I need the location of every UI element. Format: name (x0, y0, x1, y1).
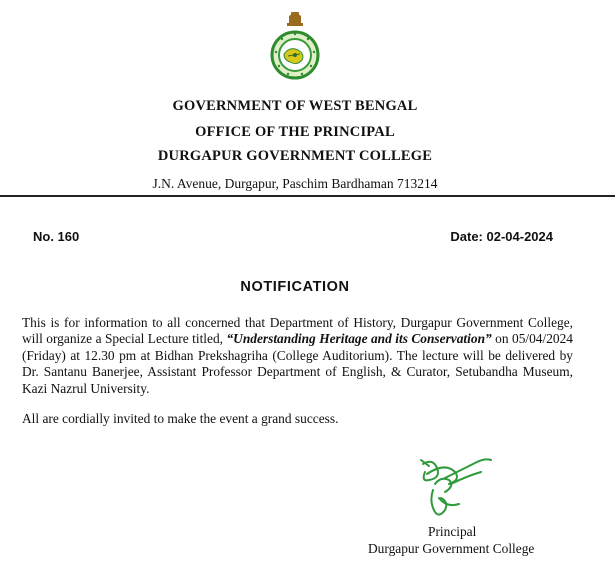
notification-title: NOTIFICATION (240, 279, 350, 295)
principal-title: Principal (428, 524, 477, 539)
government-heading: GOVERNMENT OF WEST BENGAL (172, 98, 418, 114)
lecture-title: “Understanding Heritage and its Conservation” (226, 331, 492, 347)
body-text-after: on 05/04/2024 (Friday) at 12.30 pm at Bidhan Prekshagriha (College Auditorium). The lecture will be delivered by Dr. Santanu Banerjee, Assistant Professor Department of English, & Curator, Setubandha Museum, Kazi Nazrul University. (22, 331, 573, 396)
invitation-text: All are cordially invited to make the event a grand success. (22, 411, 339, 426)
notice-number: No. 160 (33, 229, 80, 244)
office-heading: OFFICE OF THE PRINCIPAL (195, 124, 395, 140)
notification-body (22, 315, 573, 397)
college-address: J.N. Avenue, Durgapur, Paschim Bardhaman 713214 (152, 176, 438, 191)
west-bengal-emblem-icon (264, 10, 326, 80)
body-text-before: This is for information to all concerned that Department of History, Durgapur Government College, will organize a Special Lecture titled, (22, 315, 573, 347)
header-divider (0, 195, 615, 197)
college-heading: DURGAPUR GOVERNMENT COLLEGE (157, 148, 433, 164)
principal-institution: Durgapur Government College (368, 541, 535, 556)
notice-date: Date: 02-04-2024 (450, 229, 553, 244)
principal-signature-icon (415, 454, 497, 520)
